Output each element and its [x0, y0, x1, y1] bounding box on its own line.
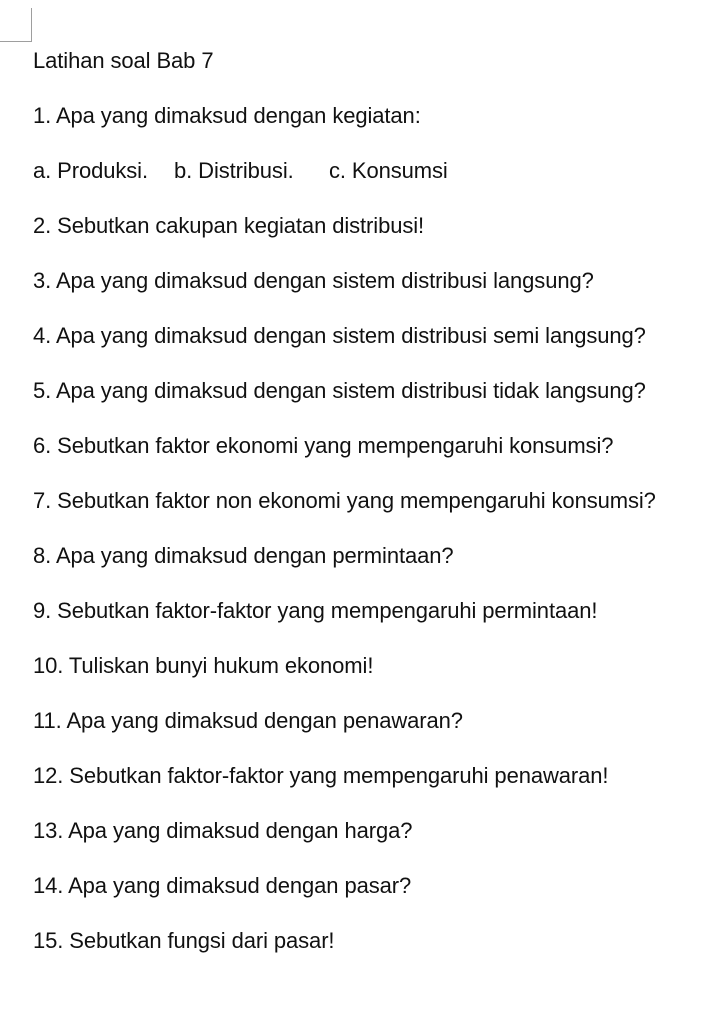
- question-2: 2. Sebutkan cakupan kegiatan distribusi!: [33, 213, 425, 238]
- page-corner-mark: [0, 8, 32, 42]
- question-3: 3. Apa yang dimaksud dengan sistem distribusi langsung?: [33, 268, 594, 293]
- question-9: 9. Sebutkan faktor-faktor yang mempengaruhi permintaan!: [33, 598, 598, 623]
- question-14: 14. Apa yang dimaksud dengan pasar?: [33, 873, 412, 898]
- option-c: c. Konsumsi: [329, 158, 448, 183]
- document-title: Latihan soal Bab 7: [33, 48, 214, 73]
- question-4: 4. Apa yang dimaksud dengan sistem distribusi semi langsung?: [33, 323, 646, 348]
- question-13: 13. Apa yang dimaksud dengan harga?: [33, 818, 413, 843]
- question-8: 8. Apa yang dimaksud dengan permintaan?: [33, 543, 454, 568]
- question-1-options: [33, 157, 448, 185]
- question-11: 11. Apa yang dimaksud dengan penawaran?: [33, 708, 463, 733]
- question-6: 6. Sebutkan faktor ekonomi yang mempengaruhi konsumsi?: [33, 433, 614, 458]
- question-7: 7. Sebutkan faktor non ekonomi yang mempengaruhi konsumsi?: [33, 488, 656, 513]
- option-b: b. Distribusi.: [174, 158, 294, 183]
- question-10: 10. Tuliskan bunyi hukum ekonomi!: [33, 653, 374, 678]
- option-a: a. Produksi.: [33, 158, 148, 183]
- question-12: 12. Sebutkan faktor-faktor yang mempengaruhi penawaran!: [33, 763, 609, 788]
- question-1: 1. Apa yang dimaksud dengan kegiatan:: [33, 103, 421, 128]
- question-5: 5. Apa yang dimaksud dengan sistem distribusi tidak langsung?: [33, 378, 646, 403]
- question-15: 15. Sebutkan fungsi dari pasar!: [33, 928, 335, 953]
